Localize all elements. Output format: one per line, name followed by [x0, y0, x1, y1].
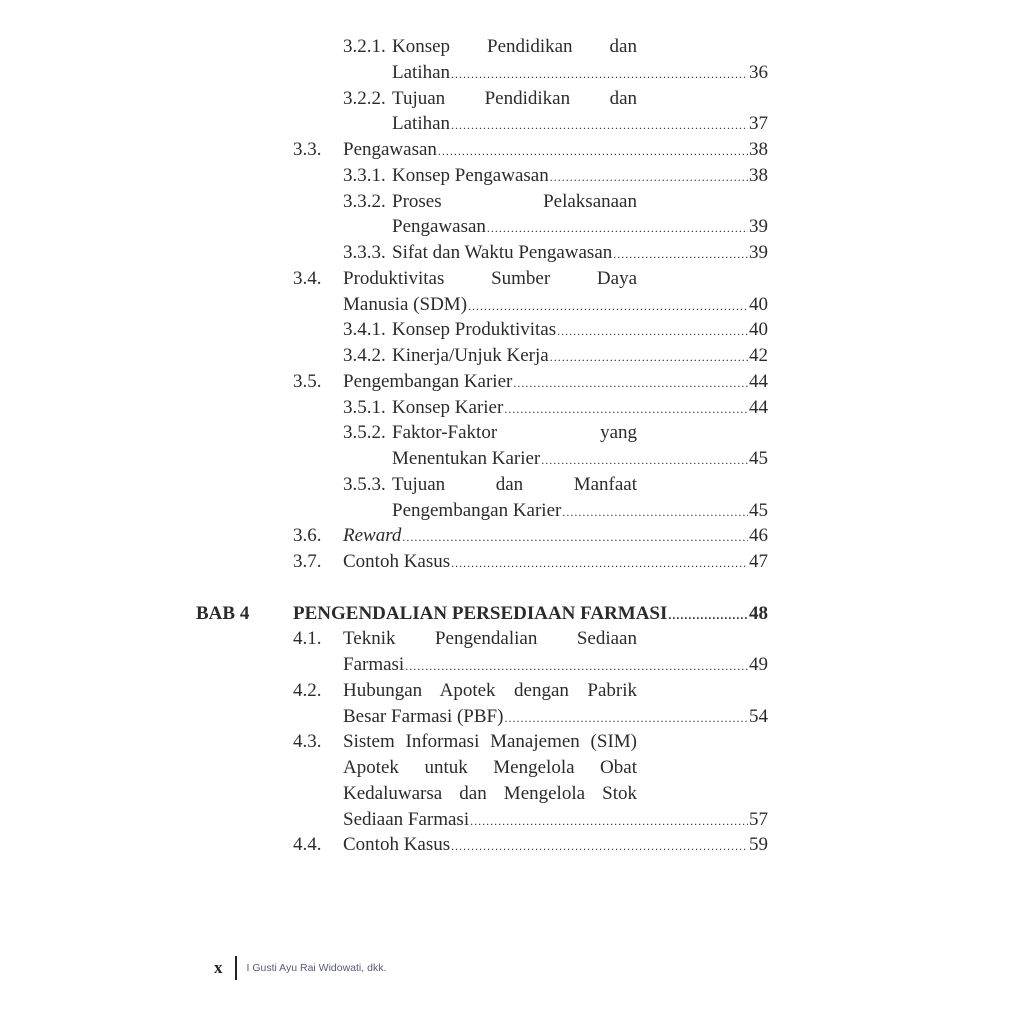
dot-leader: [613, 242, 748, 268]
toc-entry-line: [0, 60, 1024, 86]
toc-entry-link[interactable]: [392, 163, 768, 191]
dot-leader: [451, 834, 748, 860]
toc-entry-title: Proses Pelaksanaan: [392, 190, 637, 212]
toc-entry-number: BAB 4: [196, 602, 250, 624]
toc-entry-title: Kedaluwarsa dan Mengelola Stok: [343, 782, 637, 804]
toc-entry-line: [0, 523, 1024, 549]
toc-entry-number: 4.2.: [293, 679, 322, 701]
toc-entry-number: 3.5.1.: [343, 396, 386, 418]
toc-entry-title: Sistem Informasi Manajemen (SIM): [343, 731, 637, 753]
dot-leader: [513, 371, 748, 397]
toc-entry-link[interactable]: [343, 832, 768, 860]
toc-entry-number: 3.3.3.: [343, 242, 386, 263]
toc-entry-link[interactable]: [343, 652, 768, 680]
toc-entry-line: [0, 292, 1024, 318]
toc-entry-link[interactable]: [343, 807, 768, 835]
toc-entry-line: [0, 240, 1024, 266]
toc-entry-link[interactable]: [343, 369, 768, 397]
dot-leader: [557, 319, 748, 345]
dot-leader: [405, 654, 748, 680]
toc-entry-title: Pengembangan Karier: [343, 370, 513, 392]
spacer: [0, 575, 1024, 601]
toc-entry-title: Sifat dan Waktu Pengawasan: [392, 242, 613, 263]
toc-entry-title: Reward: [343, 525, 402, 547]
dot-leader: [550, 345, 748, 371]
toc-entry-title: Pengawasan: [392, 216, 486, 238]
toc-entry-title: Tujuan Pendidikan dan: [392, 87, 637, 109]
toc-entry-title: Produktivitas Sumber Daya: [343, 267, 637, 289]
toc-entry-number: 3.4.1.: [343, 319, 386, 341]
toc-entry-link[interactable]: [392, 498, 768, 526]
toc-entry-number: 3.2.2.: [343, 87, 386, 109]
page-footer: [214, 956, 386, 980]
toc-entry-number: 3.2.1.: [343, 36, 386, 57]
toc-entry-number: 3.6.: [293, 525, 322, 547]
dot-leader: [668, 603, 748, 629]
toc-entry-title: Teknik Pengendalian Sediaan: [343, 628, 637, 650]
toc-entry-line: [0, 343, 1024, 369]
dot-leader: [562, 500, 748, 526]
toc-page-number: 49: [749, 654, 768, 675]
toc-entry-line: [0, 652, 1024, 678]
toc-entry-link[interactable]: [392, 240, 768, 268]
toc-entry-title: Manusia (SDM): [343, 293, 468, 315]
toc-entry-link[interactable]: [392, 446, 768, 474]
toc-entry-link[interactable]: [392, 60, 768, 88]
toc-entry-line: [0, 214, 1024, 240]
toc-page-number: 59: [749, 834, 768, 856]
toc-page-number: 40: [749, 319, 768, 341]
toc-entry-line: [0, 317, 1024, 343]
footer-author: I Gusti Ayu Rai Widowati, dkk.: [246, 962, 387, 974]
toc-entry-link[interactable]: [343, 523, 768, 551]
dot-leader: [541, 448, 748, 474]
toc-entry-number: 3.3.1.: [343, 164, 386, 186]
toc-entry-number: 4.1.: [293, 628, 322, 650]
toc-entry-title: Pengembangan Karier: [392, 499, 562, 521]
toc-entry-line: [0, 729, 1024, 755]
toc-entry-line: [0, 395, 1024, 421]
toc-page-number: 38: [749, 139, 768, 160]
toc-entry-line: [0, 446, 1024, 472]
toc-page-number: 44: [749, 370, 768, 392]
toc-entry-line: [0, 498, 1024, 524]
toc-entry-line: [0, 601, 1024, 627]
toc-entry-line: [0, 189, 1024, 215]
dot-leader: [402, 525, 748, 551]
dot-leader: [487, 216, 748, 242]
dot-leader: [451, 62, 748, 88]
toc-entry-number: 3.7.: [293, 551, 322, 572]
toc-entry-line: [0, 137, 1024, 163]
toc-entry-title: Pengawasan: [343, 139, 437, 160]
toc-entry-link[interactable]: [343, 704, 768, 732]
toc-entry-title: Hubungan Apotek dengan Pabrik: [343, 679, 637, 701]
dot-leader: [470, 809, 748, 835]
toc-entry-line: [0, 549, 1024, 575]
toc-page-number: 47: [749, 551, 768, 572]
toc-entry-line: [0, 472, 1024, 498]
toc-entry-title: Tujuan dan Manfaat: [392, 473, 637, 495]
toc-page-number: 37: [749, 113, 768, 135]
toc-page-number: 40: [749, 293, 768, 315]
dot-leader: [468, 294, 748, 320]
toc-entry-line: [0, 266, 1024, 292]
toc-entry-title: Kinerja/Unjuk Kerja: [392, 345, 549, 366]
dot-leader: [504, 397, 748, 423]
toc-entry-title: Besar Farmasi (PBF): [343, 705, 504, 727]
toc-entry-line: [0, 832, 1024, 858]
toc-page-number: 45: [749, 499, 768, 521]
toc-entry-title: Latihan: [392, 113, 451, 135]
toc-entry-line: [0, 111, 1024, 137]
toc-entry-line: [0, 781, 1024, 807]
toc-entry-number: 3.4.2.: [343, 345, 386, 366]
footer-divider: [235, 956, 237, 980]
toc-page-number: 38: [749, 164, 768, 186]
table-of-contents: [0, 34, 1024, 858]
toc-page-number: 45: [749, 448, 768, 469]
toc-entry-title: Konsep Produktivitas: [392, 319, 557, 341]
toc-entry-title: Apotek untuk Mengelola Obat: [343, 757, 637, 778]
toc-entry-line: [0, 163, 1024, 189]
toc-page-number: 54: [749, 705, 768, 727]
toc-entry-title: Konsep Pengawasan: [392, 164, 549, 186]
toc-entry-number: 3.4.: [293, 267, 322, 289]
toc-page-number: 39: [749, 216, 768, 238]
dot-leader: [550, 165, 748, 191]
toc-entry-title: Farmasi: [343, 654, 405, 675]
toc-entry-link[interactable]: [392, 343, 768, 371]
toc-entry-link[interactable]: [343, 137, 768, 165]
dot-leader: [504, 706, 748, 732]
toc-entry-link[interactable]: [392, 111, 768, 139]
toc-entry-link[interactable]: [392, 214, 768, 242]
toc-entry-title: Konsep Pendidikan dan: [392, 36, 637, 57]
toc-entry-link[interactable]: [343, 292, 768, 320]
toc-page-number: 57: [749, 808, 768, 830]
toc-entry-number: 3.5.2.: [343, 422, 386, 444]
page-number: x: [214, 958, 223, 977]
toc-entry-title: Menentukan Karier: [392, 448, 541, 469]
toc-entry-link[interactable]: [293, 601, 768, 629]
toc-page-number: 39: [749, 242, 768, 263]
toc-entry-line: [0, 678, 1024, 704]
toc-entry-title: Sediaan Farmasi: [343, 808, 470, 830]
dot-leader: [451, 551, 748, 577]
toc-entry-link[interactable]: [392, 395, 768, 423]
toc-page-number: 48: [749, 602, 768, 624]
toc-entry-line: [0, 420, 1024, 446]
toc-entry-line: [0, 626, 1024, 652]
toc-entry-link[interactable]: [343, 549, 768, 577]
toc-entry-number: 3.3.2.: [343, 190, 386, 212]
toc-entry-title: Faktor-Faktor yang: [392, 422, 637, 444]
toc-entry-title: PENGENDALIAN PERSEDIAAN FARMASI: [293, 602, 668, 624]
toc-entry-number: 3.3.: [293, 139, 322, 160]
dot-leader: [451, 113, 748, 139]
toc-entry-line: [0, 369, 1024, 395]
toc-entry-title: Konsep Karier: [392, 396, 504, 418]
toc-entry-line: [0, 755, 1024, 781]
dot-leader: [438, 139, 748, 165]
toc-entry-link[interactable]: [392, 317, 768, 345]
toc-entry-title: Contoh Kasus: [343, 551, 451, 572]
toc-entry-number: 3.5.3.: [343, 473, 386, 495]
toc-entry-title: Contoh Kasus: [343, 834, 451, 856]
toc-entry-number: 3.5.: [293, 370, 322, 392]
toc-page-number: 36: [749, 61, 768, 83]
toc-page-number: 44: [749, 396, 768, 418]
toc-entry-title: Latihan: [392, 61, 451, 83]
toc-entry-line: [0, 86, 1024, 112]
toc-entry-number: 4.3.: [293, 731, 322, 753]
toc-page-number: 42: [749, 345, 768, 366]
toc-page-number: 46: [749, 525, 768, 547]
toc-entry-line: [0, 704, 1024, 730]
toc-entry-line: [0, 807, 1024, 833]
toc-entry-number: 4.4.: [293, 834, 322, 856]
toc-entry-line: [0, 34, 1024, 60]
